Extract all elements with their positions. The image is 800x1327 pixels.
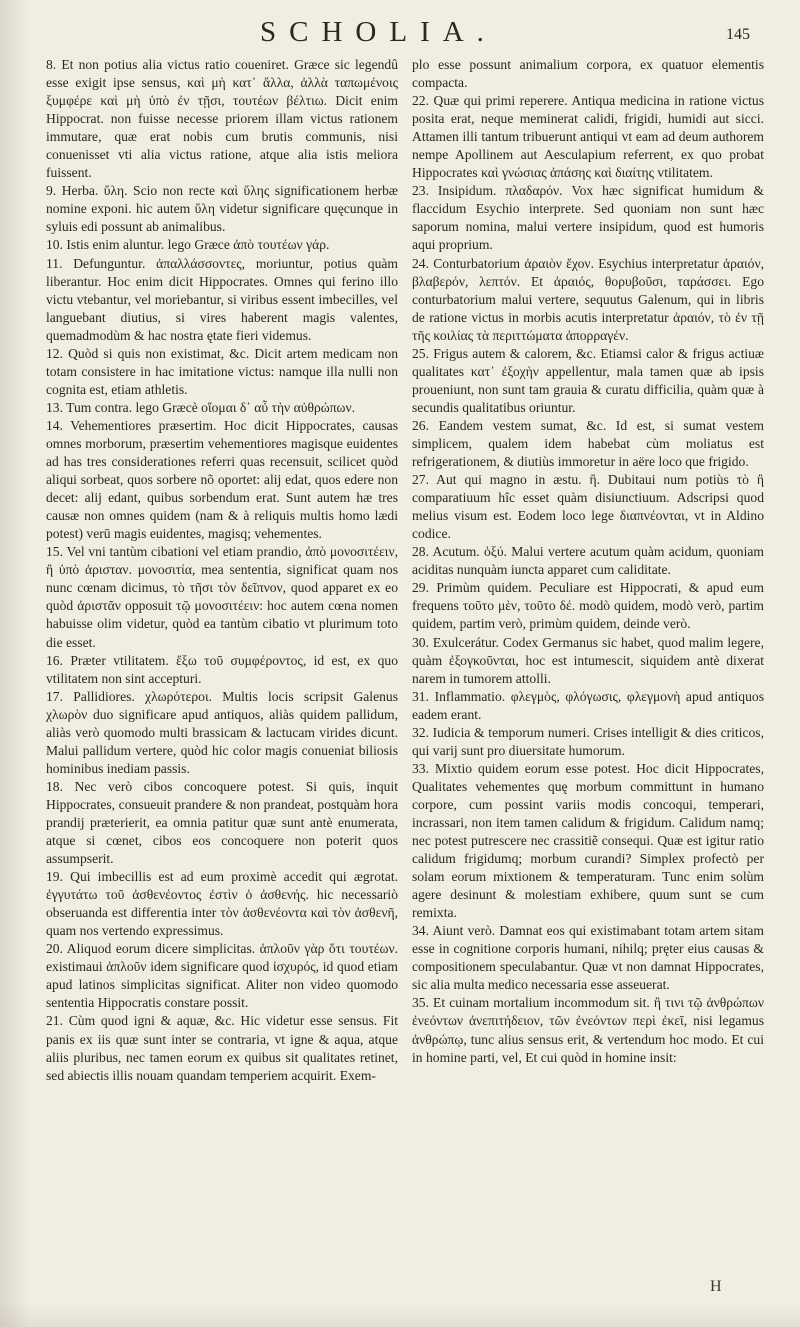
scholion-paragraph: 12. Quòd si quis non existimat, &c. Dicit artem medicam non totam consistere in hac imitatione victus: namque illa nulli non cognita est, etiam athletis. — [46, 345, 398, 397]
scholion-paragraph: 25. Frigus autem & calorem, &c. Etiamsi calor & frigus actiuæ qualitates κατ᾽ ἐξοχὴν appellentur, mala tamen quæ ab ipsis proueniunt, non sunt tam grauia & curatu difficilia, quàm quæ à secundis qualitatibus oriuntur. — [412, 345, 764, 415]
scholion-paragraph: 16. Præter vtilitatem. ἔξω τοῦ συμφέροντος, id est, ex quo vtilitatem non sint accepturi. — [46, 652, 398, 686]
scholion-paragraph: 14. Vehementiores præsertim. Hoc dicit Hippocrates, causas omnes morborum, præsertim vehementiores magisque euidentes ad has tres considerationes referri quas recensuit, scilicet quòd aliqui sorbeat, quos sorbere nõ oportet: alij edat, quos edere non decet: alij edant, quibus sorbendum erat. Sunt autem hæ tres causæ non omnes quidem (nam & à reliquis multis homo lædi potest) verū magis euidentes, magisq; vehementes. — [46, 417, 398, 542]
scholion-paragraph: plo esse possunt animalium corpora, ex quatuor elementis compacta. — [412, 57, 764, 91]
scholion-paragraph: 17. Pallidiores. χλωρότεροι. Multis locis scripsit Galenus χλωρὸν duo significare apud antiquos, aliàs quidem pallidum, aliàs verò quomodo multi brassicam & lactucam virides dicunt. Malui pallidum vertere, quòd hic color magis conueniat biliosis hominibus inediam passis. — [46, 688, 398, 776]
scholion-paragraph: 24. Conturbatorium ἀραιὸν ἔχον. Esychius interpretatur ἀραιόν, βλαβερόν, λεπτόν. Et ἀραιός, θορυβοῦσι, ταράσσει. Ego conturbatorium malui vertere, sequutus Galenum, qui in libris de ratione victus in morbis acutis interpretatur ἀραιόν, τὸ ἐν τῇ τῆς κοιλίας τὰ περιττώματα ἀπορραγέν. — [412, 255, 764, 343]
signature-mark: H — [710, 1278, 722, 1295]
scholion-paragraph: 23. Insipidum. πλαδαρόν. Vox hæc significat humidum & flaccidum Esychio interprete. Sed quoniam non sunt hæc saporum nomina, malui vertere insipidum, quod est humoris aqui proprium. — [412, 183, 764, 253]
running-head: SCHOLIA. — [260, 16, 497, 48]
left-column — [46, 56, 398, 1085]
scholion-paragraph: 18. Nec verò cibos concoquere potest. Si quis, inquit Hippocrates, consueuit prandere & non prandeat, postquàm hora prandij præterierit, ea omnia patitur quæ sunt antè enumerata, atque si cœnet, cibos eos concoquere non poterit quos assumpserit. — [46, 778, 398, 867]
scholion-paragraph: 27. Aut qui magno in æstu. ἢ. Dubitaui num potiùs τὸ ἢ comparatiuum hîc esset quàm disiunctiuum. Adscripsi quod melius visum est. Eodem loco lege διαπνέονται, vt in Aldino codice. — [412, 472, 764, 542]
scholion-paragraph: 34. Aiunt verò. Damnat eos qui existimabant totam artem sitam esse in cognitione corporis humani, nihilq; pręter eius causas & compositionem speculabantur. Quæ vt non damnat Hippocrates, sic alia multa medico necessaria esse asseuerat. — [412, 923, 764, 993]
page-header — [0, 14, 800, 54]
scholion-paragraph: 8. Et non potius alia victus ratio coueniret. Græce sic legendû esse exigit ipse sensus, καὶ μὴ κατ᾽ ἄλλα, ἀλλὰ ταπωμένοις ξυμφέρε καὶ μὴ ὑπὸ ἐν τῇσι, τουτέων βέλτιω. Dicit enim Hippocrat. non fuisse necesse priorem illam victus rationem immutare, quæ erat nobis cum brutis communis, nisi conuenisset vti alia victus ratione, atque alia istis meliora fuissent. — [46, 57, 398, 181]
scholion-paragraph: 32. Iudicia & temporum numeri. Crises intelligit & dies criticos, qui varij sunt pro diuersitate humorum. — [412, 724, 764, 758]
scholion-paragraph: 35. Et cuinam mortalium incommodum sit. ἢ τινι τῷ ἀνθρώπων ἐνεόντων ἀνεπιτήδειον, τῶν ἐνεόντων περὶ ἐκεῖ, nisi legamus ἀνθρώπῳ, tunc alius sensus erit, & vertendum hoc modo. Et cui in homine parti, vel, Et cui quòd in homine insit: — [412, 995, 764, 1065]
scholion-paragraph: 9. Herba. ὕλη. Scio non recte καὶ ὕλης significationem herbæ nomine exponi. hic autem ὕλη videtur significare quęcunque in syluis edi possunt ab animalibus. — [46, 183, 398, 235]
scholion-paragraph: 33. Mixtio quidem eorum esse potest. Hoc dicit Hippocrates, Qualitates vehementes quę morbum committunt in humano corpore, cum possint variis modis concoqui, temperari, incrassari, non item tamen calidum & frigidum. Calidum namq; nec potest putrescere nec crassitiẽ consequi. Quæ est igitur ratio calidum frigidumq; morbum curandi? Simplex profectò per solam eorum mixtionem & temperaturam. Tunc enim solùm agere desinunt & molestiam exhibere, quum sunt se cum remixta. — [412, 760, 764, 921]
scholion-paragraph: 31. Inflammatio. φλεγμὸς, φλόγωσις, φλεγμονὴ apud antiquos eadem erant. — [412, 688, 764, 722]
scholion-paragraph: 11. Defunguntur. ἀπαλλάσσοντες, moriuntur, potius quàm liberantur. Hoc enim dicit Hippocrates. Omnes qui ferino illo victu vtebantur, vel moriebantur, si viribus essent imbecilles, vel languebant diutius, si vires haberent magis valentes, quemadmodùm & hac nostra ętate fieri videmus. — [46, 255, 398, 343]
right-column — [412, 56, 764, 1067]
scholion-paragraph: 28. Acutum. ὀξύ. Malui vertere acutum quàm acidum, quoniam aciditas nunquàm iuncta apparet cum caliditate. — [412, 544, 764, 578]
scholion-paragraph: 10. Istis enim aluntur. lego Græce ἀπὸ τουτέων γάρ. — [46, 237, 330, 253]
scholion-paragraph: 26. Eandem vestem sumat, &c. Id est, si sumat vestem simplicem, qualem idem habebat cùm moliatus est refrigerationem, & diutiùs immoretur in aëre loco que frigido. — [412, 417, 764, 470]
scholion-paragraph: 22. Quæ qui primi reperere. Antiqua medicina in ratione victus posita erat, neque meminerat calidi, frigidi, humidi aut sicci. Attamen illi tantum tribuerunt antiqui vt eam ad deum authorem nempe Apollinem aut Aesculapium referrent, ex quo probat Hippocrates καὶ γνώσιας ἀπάσης καὶ διαίτης vtilitatem. — [412, 93, 764, 181]
page-number: 145 — [726, 26, 750, 43]
scholion-paragraph: 21. Cùm quod igni & aquæ, &c. Hic videtur esse sensus. Fit panis ex iis quæ sunt inter se contraria, vt igne & aqua, atque aliis pluribus, nec tamen eorum ex quibus sit qualitates retinet, sed abiectis illis nouam quandam temperiem acquirit. Exem- — [46, 1013, 398, 1083]
page-edge-shadow — [0, 1303, 800, 1327]
scholion-paragraph: 19. Qui imbecillis est ad eum proximè accedit qui ægrotat. ἐγγυτάτω τοῦ ἀσθενέοντος ἐστὶν ὁ ἀσθενής. hic necessariò obseruanda est differentia inter τὸν ἀσθενέοντα καὶ τὸν ἀσθενῆ, quam nos vertendo expressimus. — [46, 869, 398, 939]
scholion-paragraph: 15. Vel vni tantùm cibationi vel etiam prandio, ἀπὸ μονοσιτέειν, ἢ ὑπὸ ἀρισταν. μονοσιτία, mea sententia, significat quam nos nunc cœnam dicimus, τὸ τῆσι τὸν δεῖπνον, quod apparet ex eo quòd ἀριστᾶν opposuit τῷ μονοσιτέειν: hoc autem cœna nomen habuisse olim videtur, quòd ea tantùm cibatio vt plurimum toto die esset. — [46, 544, 398, 650]
scholion-paragraph: 13. Tum contra. lego Græcè οἴομαι δ᾽ αὖ τὴν αὐθρώπων. — [46, 399, 356, 415]
scholion-paragraph: 30. Exulcerátur. Codex Germanus sic habet, quod malim legere, quàm ἐξογκοῦνται, hoc est intumescit, siquidem antè dixerat narem in tumorem attolli. — [412, 634, 764, 686]
gutter-shadow — [0, 0, 30, 1327]
scholion-paragraph: 20. Aliquod eorum dicere simplicitas. ἁπλοῦν γὰρ ὅτι τουτέων. existimaui ἁπλοῦν idem significare quod ἰσχυρός, id quod etiam apud latinos simplicitas significat. Aliter non video quomodo sententia Hippocratis constare possit. — [46, 941, 398, 1011]
scholion-paragraph: 29. Primùm quidem. Peculiare est Hippocrati, & apud eum frequens τοῦτο μὲν, τοῦτο δέ. modò quidem, modò verò, partim quidem, partim verò, primùm quidem, deinde verò. — [412, 580, 764, 632]
